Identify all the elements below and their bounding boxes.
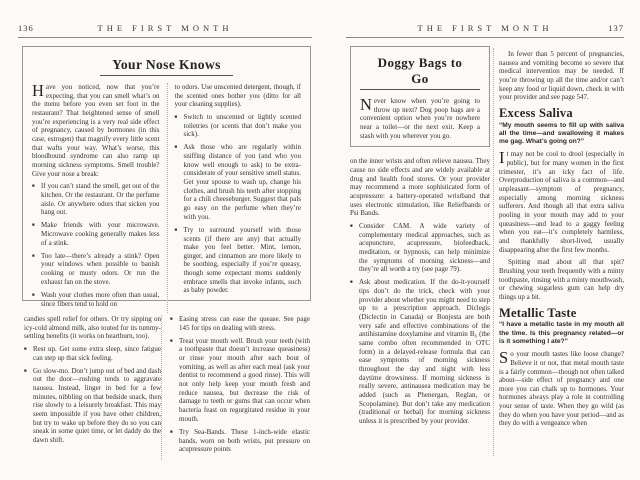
reader-question: “My mouth seems to fill up with saliva all the time—and swallowing it makes me gag. What’s going on?” <box>499 121 624 146</box>
drop-cap: I <box>499 148 505 168</box>
box-title: Doggy Bags to Go <box>360 55 480 90</box>
your-nose-knows-box <box>22 46 311 308</box>
list-item: ■ Rest up. Get some extra sleep, since fatigue can step up that sick feeling. <box>24 345 161 362</box>
paragraph <box>499 150 624 254</box>
reader-question: “I have a metallic taste in my mouth all the time. Is this pregnancy related—or is it something I ate?” <box>499 321 624 345</box>
list-item: ■ Switch to unscented or lightly scented toiletries (or scents that don’t make you sick). <box>175 113 302 139</box>
paragraph: on the inner wrists and often relieve nausea. They cause no side effects and are widely available at drug and health food stores. Or your provider may recommend a more sophisticated form of acupressure: a battery-operated wristband that uses electronic stimulation, like Reliefbands or Psi Bands. <box>350 157 490 218</box>
list-item: ■ Ask about medication. If the do-it-yourself tips don’t do the trick, check with your provider about whether you might need to step up to a prescription approach. Diclegis (Diclectin in Canada) or Bonjesta are both very safe and effective combinations of the antihistamine doxylamine and vitamin B₆ (the same combo often recommended in OTC form) in a delayed-release formula that can ease symptoms of morning sickness throughout the day and night with less daytime drowsiness. If morning sickness is really severe, antinausea medication may be added (such as Phenergan, Reglan, or Scopolamine). But don’t take any medication (traditional or herbal) for morning sickness unless it is prescribed by your provider. <box>350 278 490 425</box>
column-text <box>350 157 490 425</box>
right-page-header <box>346 23 624 37</box>
paragraph <box>499 350 624 428</box>
drop-cap: H <box>32 81 44 100</box>
list-item: ■ Try to surround yourself with those scents (if there are any) that actually make you feel better. Mint, lemon, ginger, and cinnamon are more likely to be soothing, especially if you’re queasy, though some expectant moms suddenly embrace smells that invoke infants, such as baby powder. <box>175 226 302 295</box>
box-body-text: ever know when you’re going to throw up next? Dog poop bags are a convenient option when you’re nowhere near a toilet—or the next exit. Keep a stash with you wherever you go. <box>360 97 480 140</box>
bullet-list <box>24 345 161 445</box>
box-intro-text: ave you noticed, now that you’re expecting, that you can smell what’s on the menu before you even set foot in the restaurant? That heightened sense of smell you’re experiencing is a very real side effect of pregnancy, caused by hormones (in this case, estrogen) that magnify every little scent that wafts your way. What’s worse, this bloodhound syndrome can also ramp up morning sickness symptoms. Smell trouble? Give your nose a break: <box>32 83 160 178</box>
paragraph: candies spell relief for others. Or try sipping on icy-cold almond milk, also touted for its tummy-settling benefits (it works on heartburn, too). <box>24 315 161 341</box>
box-columns <box>32 83 301 313</box>
doggy-bags-box <box>350 46 490 147</box>
paragraph <box>360 97 480 140</box>
list-item: ■ Wash your clothes more often than usual, since fibers tend to hold on <box>32 291 160 308</box>
left-page-number: 136 <box>18 23 34 33</box>
right-running-head: THE FIRST MONTH <box>417 23 553 33</box>
list-item: ■ Make friends with your microwave. Microwave cooking generally makes less of a stink. <box>32 221 160 247</box>
list-item: ■ Treat your mouth well. Brush your teeth (with a toothpaste that doesn’t increase queasiness) or rinse your mouth after each bout of vomiting, as well as after each meal (ask your dentist to recommend a good rinse). This will not only help keep your mouth fresh and reduce nausea, but decrease the risk of damage to teeth or gums that can occur when bacteria feast on regurgitated residue in your mouth. <box>170 337 310 424</box>
section-heading-excess-saliva: Excess Saliva <box>499 105 573 120</box>
section-heading-metallic-taste: Metallic Taste <box>499 305 577 320</box>
left-page-column-2 <box>170 315 310 458</box>
list-item: ■ Go slow-mo. Don’t jump out of bed and dash out the door—rushing tends to aggravate nausea. Instead, linger in bed for a few minutes, nibbling on that bedside snack, then rise slowly to a leisurely breakfast. This may seem impossible if you have other children, but try to wake up before they do so you can sneak in some quiet time, or let daddy do the dawn shift. <box>24 367 161 445</box>
bullet-list <box>350 222 490 426</box>
paragraph-text: t may not be cool to drool (especially in public), but for many women in the first trimester, it’s an icky fact of life. Overproduction of saliva is a common—and unpleasant—symptom of pregnancy, especially among morning sickness sufferers. And though all that extra saliva pooling in your mouth may add to your queasiness—and lead to a gaggy feeling when you eat—it’s completely harmless, and thankfully short-lived, usually disappearing after the first few months. <box>499 150 624 254</box>
paragraph <box>32 83 160 178</box>
paragraph: to odors. Use unscented detergent, though, if the scented ones bother you (ditto for all your cleaning supplies). <box>174 83 301 109</box>
list-item: ■ Ask those who are regularly within sniffing distance of you (and who you know well enough to ask) to be extra-considerate of your sensitive smell status. Get your spouse to wash up, change his clothes, and brush his teeth after stopping for a chili cheeseburger. Suggest that pals go easy on the perfume when they’re with you. <box>175 143 302 221</box>
right-page-column-1 <box>350 46 490 430</box>
box-body <box>360 97 480 140</box>
paragraph: In fewer than 5 percent of pregnancies, nausea and vomiting become so severe that medical intervention may be needed. If you’re throwing up all the time and/or can’t keep any food or liquid down, check in with your provider and see page 547. <box>499 50 624 102</box>
left-header-rule <box>18 37 312 38</box>
right-page-number: 137 <box>608 23 624 33</box>
bullet-list <box>175 113 302 295</box>
box-column-left <box>32 83 167 313</box>
list-item: ■ Too late—there’s already a stink? Open your windows when possible to banish cooking or musty odors. Or run the exhaust fan on the stove. <box>32 252 160 287</box>
left-page-column-1 <box>24 315 161 449</box>
drop-cap: S <box>499 348 509 368</box>
left-running-head: THE FIRST MONTH <box>97 23 233 33</box>
left-column-divider <box>161 315 162 460</box>
right-column-divider <box>493 48 494 456</box>
right-page-column-2 <box>499 50 624 432</box>
bullet-list <box>32 182 160 308</box>
box-title-wrap <box>32 56 301 76</box>
paragraph-text: o your mouth tastes like loose change? Believe it or not, that metal mouth taste is a fairly common—though not often talked about—side effect of pregnancy and one more you can chalk up to hormones. Your hormones always play a role in controlling your sense of taste. When they go wild (as they do when you have your period—and as they do with a vengeance when <box>499 350 624 428</box>
box-column-right <box>167 83 302 313</box>
list-item: ■ Try Sea-Bands. These 1-inch-wide elastic bands, worn on both wrists, put pressure on acupressure points <box>170 428 310 454</box>
bullet-list <box>170 315 310 454</box>
drop-cap: N <box>360 95 372 114</box>
box-title-wrap <box>360 55 480 90</box>
list-item: ■ Easing stress can ease the quease. See page 145 for tips on dealing with stress. <box>170 315 310 332</box>
box-title: Your Nose Knows <box>100 57 233 76</box>
right-header-rule <box>346 37 624 38</box>
paragraph: Spitting mad about all that spit? Brushing your teeth frequently with a minty toothpaste, rinsing with a minty mouthwash, or chewing sugarless gum can help dry things up a bit. <box>499 258 624 301</box>
left-page-header <box>18 23 312 37</box>
list-item: ■ Consider CAM. A wide variety of complementary medical approaches, such as acupuncture, acupressure, biofeedback, meditation, or hypnosis, can help minimize the symptoms of morning sickness—and they’re all worth a try (see page 79). <box>350 222 490 274</box>
list-item: ■ If you can’t stand the smell, get out of the kitchen. Or the restaurant. Or the perfume aisle. Or anywhere odors that sicken you hang out. <box>32 182 160 217</box>
